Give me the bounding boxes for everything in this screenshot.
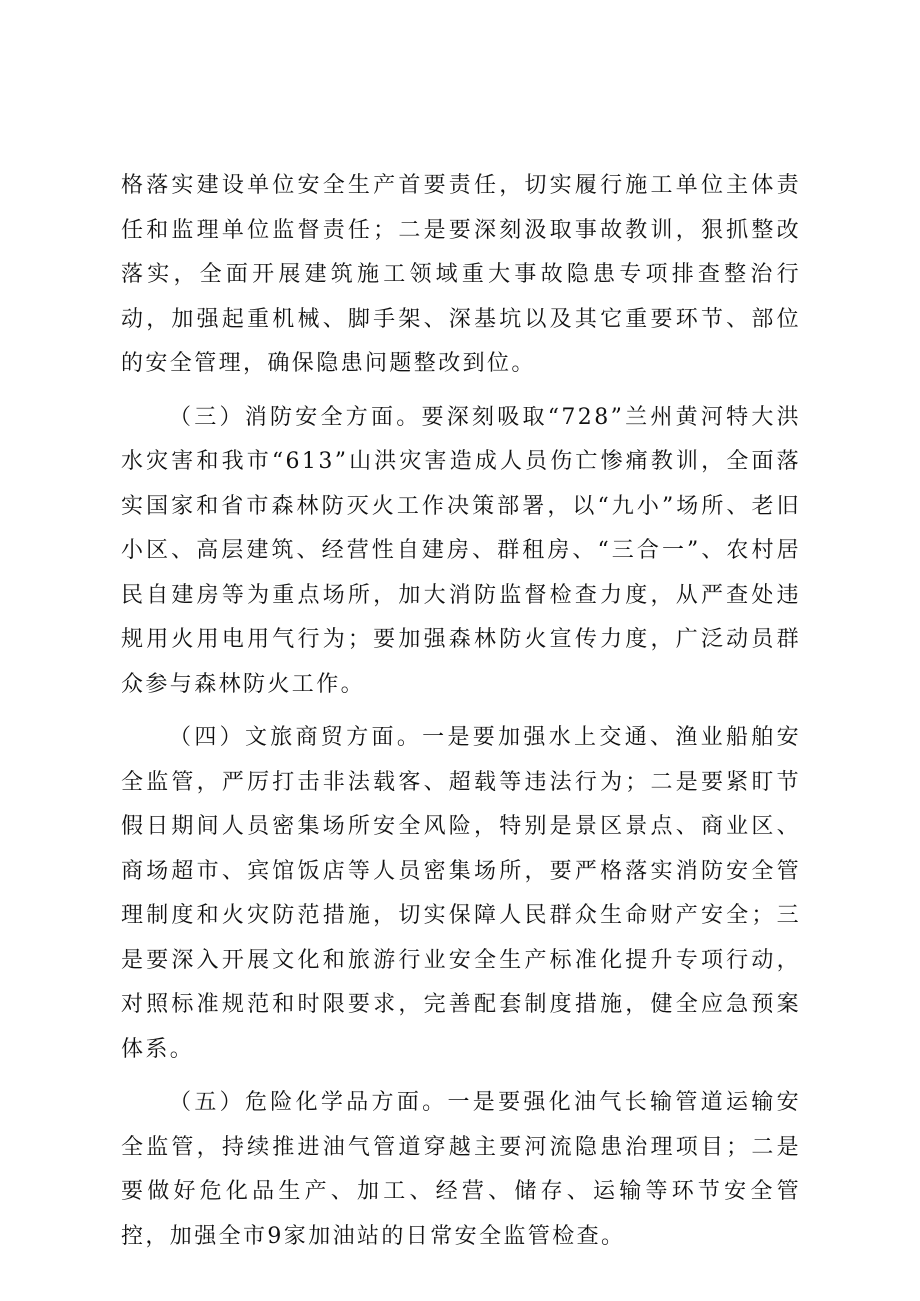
document-body — [121, 164, 801, 1259]
paragraph-construction-continuation: 格落实建设单位安全生产首要责任，切实履行施工单位主体责任和监理单位监督责任；二是要深刻汲取事故教训，狠抓整改落实，全面开展建筑施工领域重大事故隐患专项排查整治行动，加强起重机械、脚手架、深基坑以及其它重要环节、部位的安全管理，确保隐患问题整改到位。 — [121, 173, 801, 376]
paragraph-hazardous-chemicals: （五）危险化学品方面。一是要强化油气长输管道运输安全监管，持续推进油气管道穿越主要河流隐患治理项目；二是要做好危化品生产、加工、经营、储存、运输等环节安全管控，加强全市9家加油站的日常安全监管检查。 — [121, 1090, 801, 1249]
paragraph-culture-tourism-commerce: （四）文旅商贸方面。一是要加强水上交通、渔业船舶安全监管，严厉打击非法载客、超载等违法行为；二是要紧盯节假日期间人员密集场所安全风险，特别是景区景点、商业区、商场超市、宾馆饭店等人员密集场所，要严格落实消防安全管理制度和火灾防范措施，切实保障人民群众生命财产安全；三是要深入开展文化和旅游行业安全生产标准化提升专项行动，对照标准规范和时限要求，完善配套制度措施，健全应急预案体系。 — [121, 725, 801, 1062]
paragraph-fire-safety: （三）消防安全方面。要深刻吸取“728”兰州黄河特大洪水灾害和我市“613”山洪灾害造成人员伤亡惨痛教训，全面落实国家和省市森林防灭火工作决策部署，以“九小”场所、老旧小区、高层建筑、经营性自建房、群租房、“三合一”、农村居民自建房等为重点场所，加大消防监督检查力度，从严查处违规用火用电用气行为；要加强森林防火宣传力度，广泛动员群众参与森林防火工作。 — [121, 404, 801, 697]
